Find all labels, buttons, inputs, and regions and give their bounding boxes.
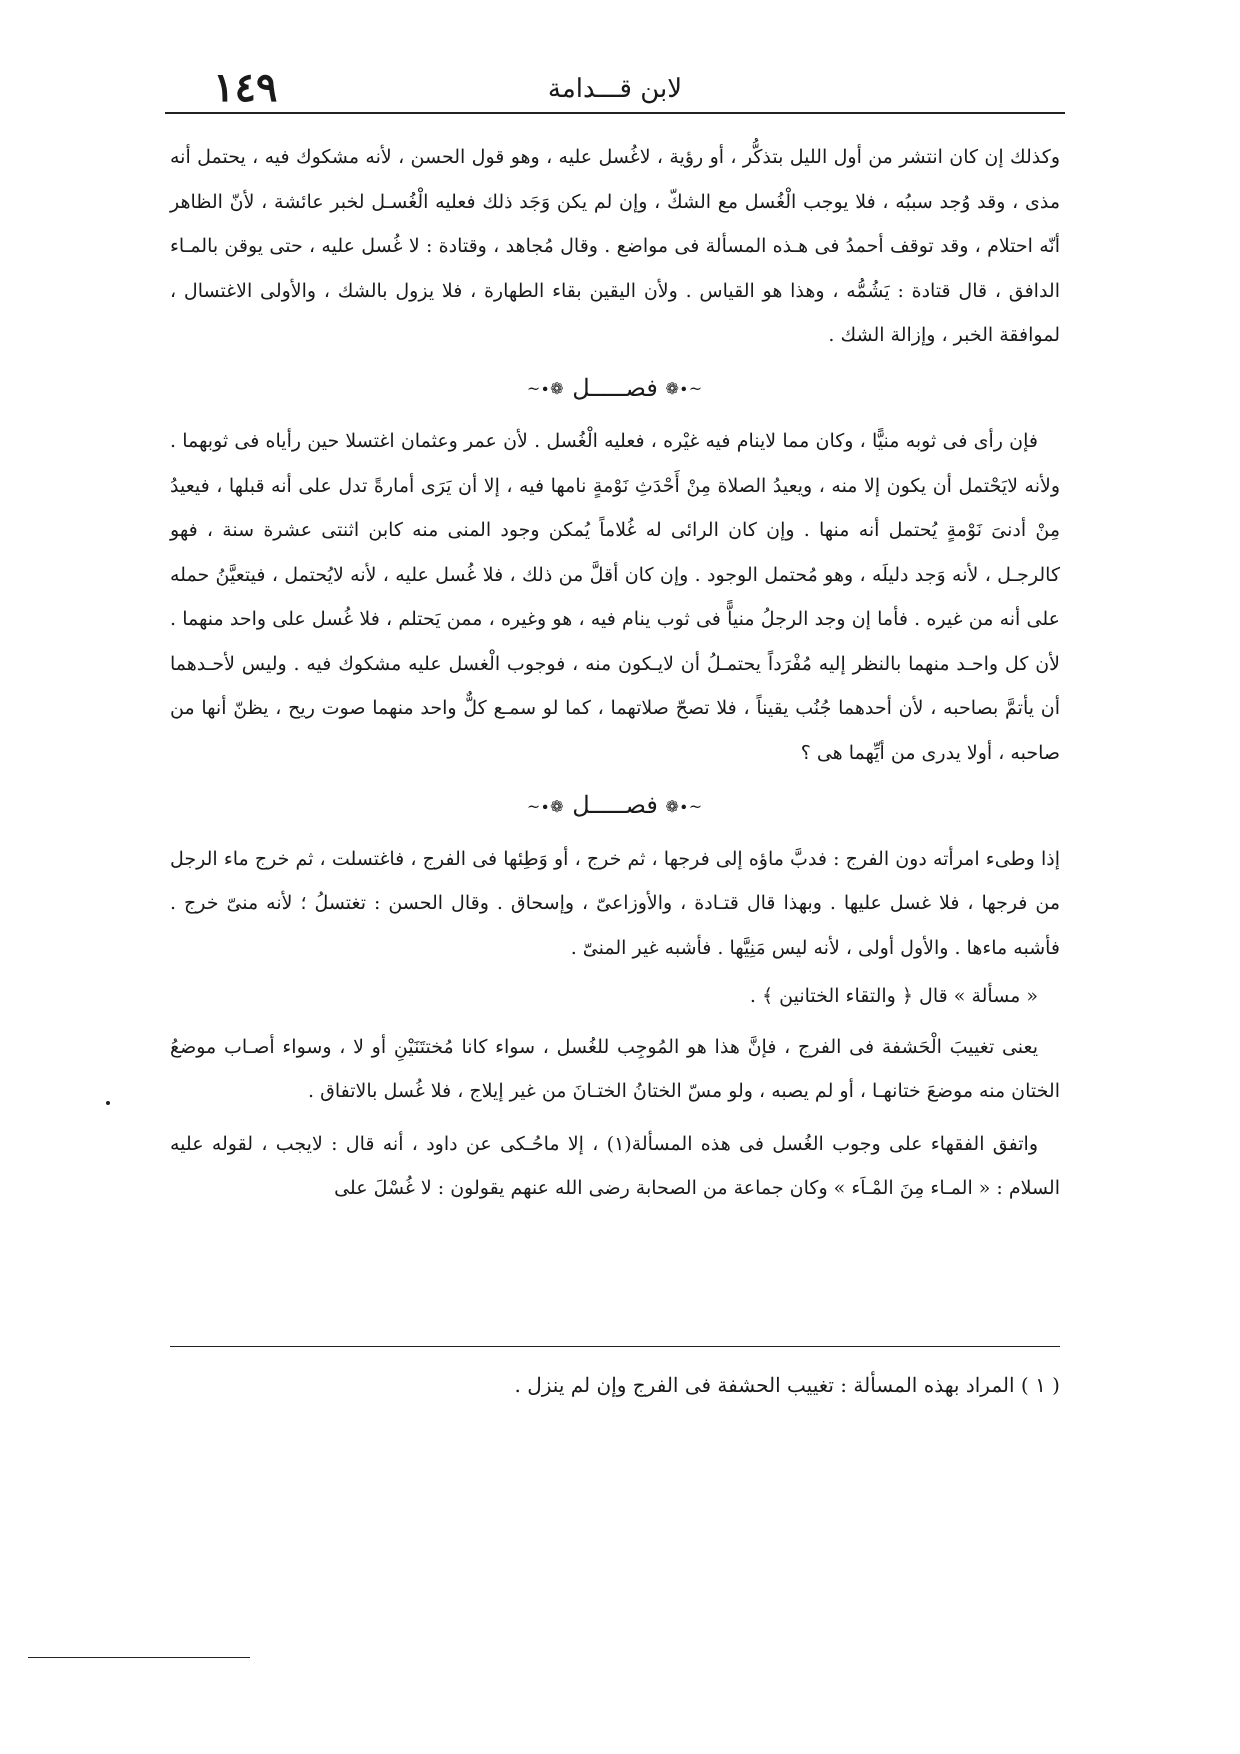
paragraph: إذا وطىء امرأته دون الفرج : فدبَّ ماؤه إلى فرجها ، ثم خرج ، أو وَطِئها فى الفرج ، فاغتسلت ، ثم خرج ماء الرجل من فرجها ، فلا غسل عليها . وبهذا قال قتـادة ، والأوزاعىّ ، وإسحاق . وقال الحسن : تغتسلُ ؛ لأنه منىّ خرج . فأشبه ماءها . والأول أولى ، لأنه ليس مَنِيَّها . فأشبه غير المنىّ . — [170, 847, 1060, 959]
paragraph: فإن رأى فى ثوبه منيًّا ، وكان مما لاينام فيه غيْره ، فعليه الْغُسل . لأن عمر وعثمان اغتسلا حين رأياه فى ثوبهما . ولأنه لايَحْتمل أن يكون إلا منه ، ويعيدُ الصلاة مِنْ أَحْدَثِ نَوْمةٍ نامها فيه ، إلا أن يَرَى أمارةً تدل على أنه قبلها ، فيعيدُ مِنْ أدنىَ نَوْمةٍ يُحتمل أنه منها . وإن كان الرائى له غُلاماً يُمكن وجود المنى منه كابن اثنتى عشرة سنة ، فهو كالرجـل ، لأنه وَجد دليلَه ، وهو مُحتمل الوجود . وإن كان أقلَّ من ذلك ، فلا غُسل عليه ، لأنه لايُحتمل ، فيتعيَّنُ حمله على أنه من غيره . فأما إن وجد الرجلُ منياًّ فى ثوب ينام فيه ، هو وغيره ، ممن يَحتلم ، فلا غُسل على واحد منهما . لأن كل واحـد منهما بالنظر إليه مُفْرَداً يحتمـلُ أن لايـكون منه ، فوجوب الْغسل عليه مشكوك فيه . وليس لأحـدهما أن يأتمَّ بصاحبه ، لأن أحدهما جُنُب يقيناً ، فلا تصحّ صلاتهما ، كما لو سمـع كلٌّ واحد منهما صوت ريح ، يظنّ أنها من صاحبه ، أولا يدرى من أيِّهما هى ؟ — [170, 430, 1060, 764]
section-heading — [170, 783, 1060, 829]
paragraph: واتفق الفقهاء على وجوب الغُسل فى هذه المسألة(١) ، إلا ماحُـكى عن داود ، أنه قال : لايجب ، لقوله عليه السلام : « المـاء مِنَ المْـاَء » وكان جماعة من الصحابة رضى الله عنهم يقولون : لا غُسْلَ على — [170, 1132, 1060, 1199]
footnote-rule — [170, 1346, 1060, 1347]
page-header — [165, 64, 1065, 111]
section-heading — [170, 366, 1060, 412]
section-heading-label: فصـــــل — [572, 791, 658, 819]
paragraph: وكذلك إن كان انتشر من أول الليل بتذكُّر ، أو رؤية ، لاغُسل عليه ، وهو قول الحسن ، لأنه مشكوك فيه ، يحتمل أنه مذى ، وقد وُجد سببُه ، فلا يوجب الْغُسل مع الشكّ ، وإن لم يكن وَجَد ذلك فعليه الْغُسـل لخبر عائشة ، لأنّ الظاهر أنّه احتلام ، وقد توقف أحمدُ فى هـذه المسألة فى مواضع . وقال مُجاهد ، وقتادة : لا غُسل عليه ، حتى يوقن بالمـاء الدافق ، قال قتادة : يَشُمُّه ، وهذا هو القياس . ولأن اليقين بقاء الطهارة ، فلا يزول بالشك ، والأولى الاغتسال ، لموافقة الخبر ، وإزالة الشك . — [170, 146, 1060, 346]
running-head: لابن قـــدامة — [547, 74, 683, 104]
paragraph: يعنى تغييبَ الْحَشفة فى الفرج ، فإنَّ هذا هو المُوجِب للغُسل ، سواء كانا مُختتَنَيْنِ أو لا ، وسواء أصـاب موضعُ الختان منه موضعَ ختانهـا ، أو لم يصبه ، ولو مسّ الختانُ الختـانَ من غير إيلاج ، فلا غُسل بالاتفاق . — [170, 1035, 1060, 1102]
ornament-icon: ❁∙~ — [526, 379, 565, 398]
ornament-icon: ~∙❁ — [665, 796, 704, 816]
footnote: ( ١ ) المراد بهذه المسألة : تغييب الحشفة فى الفرج وإن لم ينزل . — [514, 1373, 1060, 1397]
masala-line: « مسألة » قال ﴿ والتقاء الختانين ﴾ . — [749, 985, 1038, 1007]
bottom-rule — [28, 1657, 250, 1658]
margin-dot — [106, 1101, 110, 1105]
ornament-icon: ~∙❁ — [665, 379, 704, 398]
section-heading-label: فصـــــل — [572, 373, 658, 402]
ornament-icon: ❁∙~ — [526, 796, 565, 816]
main-text — [170, 135, 1060, 1211]
page-number: ١٤٩ — [213, 64, 278, 111]
header-rule — [165, 112, 1065, 114]
